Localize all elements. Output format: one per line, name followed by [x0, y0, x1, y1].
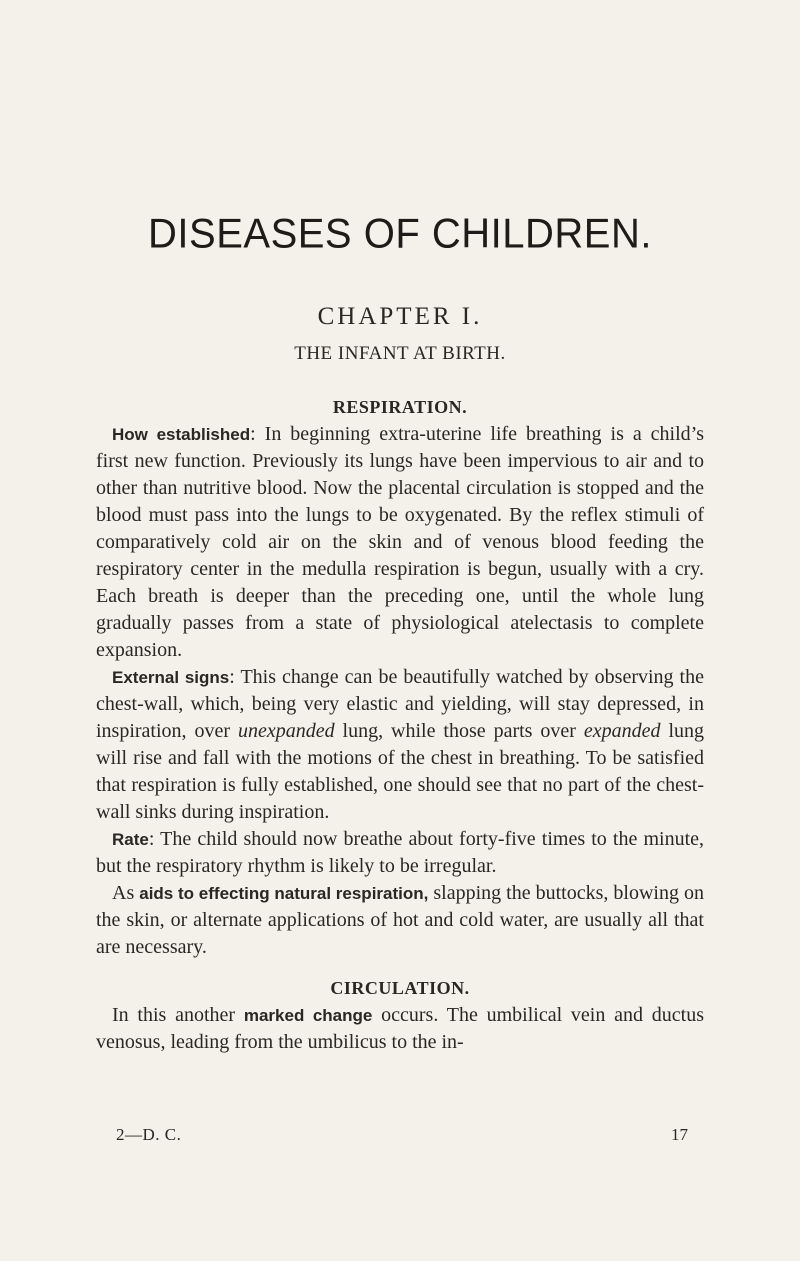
paragraph [96, 1002, 704, 1056]
body-text [96, 394, 704, 1056]
paragraph [96, 664, 704, 826]
paragraph-text: : The child should now breathe about forty-five times to the minute, but the respiratory rhythm is likely to be irregular. [96, 828, 704, 877]
paragraph-text: slapping the buttocks, blowing on the skin, or alternate applications of hot and cold water, are usually all that are necessary. [96, 882, 704, 958]
emphasis: unexpanded [237, 720, 335, 742]
page-footer [116, 1125, 688, 1145]
section-heading-circulation: CIRCULATION. [330, 978, 470, 998]
signature-mark: 2—D. C. [116, 1125, 182, 1144]
paragraph-text: : In beginning extra-uterine life breathing is a child’s first new function. Previously its lungs have been impervious to air and to other than nutritive blood. Now the placental circulation is stopped and the blood must pass into the lungs to be oxygenated. By the reflex stimuli of comparatively cold air on the skin and of venous blood feeding the respiratory center in the medulla respiration is begun, usually with a cry. Each breath is deeper than the preceding one, until the whole lung gradually passes from a state of physiological atelectasis to complete expansion. [96, 423, 705, 661]
section-heading-respiration: RESPIRATION. [332, 397, 468, 417]
chapter-number: CHAPTER I. [317, 303, 483, 330]
emphasis: expanded [583, 720, 661, 742]
paragraph-label: Rate [112, 830, 149, 849]
paragraph-lead: As [112, 882, 140, 904]
paragraph-lead: In this another [112, 1004, 244, 1026]
paragraph [96, 826, 704, 880]
paragraph-label: External signs [112, 668, 230, 687]
paragraph-text: lung, while those parts over [334, 720, 584, 742]
page-number: 17 [671, 1125, 688, 1144]
paragraph-label: How established [112, 425, 251, 444]
paragraph [96, 421, 704, 664]
chapter-title: THE INFANT AT BIRTH. [294, 343, 506, 364]
paragraph-text: occurs. The umbilical vein and ductus venosus, leading from the umbilicus to the in- [96, 1004, 704, 1053]
section-respiration [96, 421, 704, 961]
paragraph-label: marked change [243, 1006, 373, 1025]
book-title: DISEASES OF CHILDREN. [148, 210, 652, 258]
section-circulation [96, 1002, 704, 1056]
paragraph [96, 880, 704, 961]
paragraph-text: lung will rise and fall with the motions of the chest in breathing. To be satisfied that respiration is fully established, one should see that no part of the chest-wall sinks during inspiration. [96, 720, 704, 823]
paragraph-text: : This change can be beautifully watched by observing the chest-wall, which, being very elastic and yielding, will stay depressed, in inspiration, over [96, 666, 704, 742]
paragraph-label: aids to effecting natural respiration, [139, 884, 429, 903]
